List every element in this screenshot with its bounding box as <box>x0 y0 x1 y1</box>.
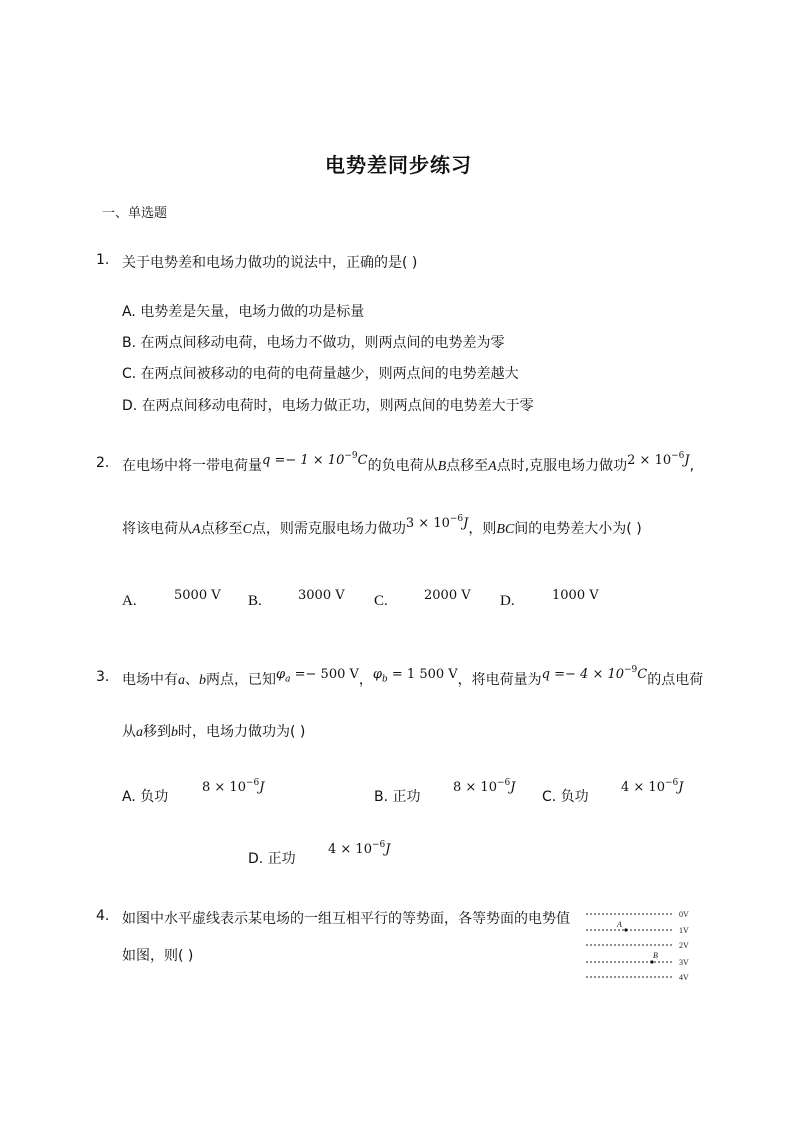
q3-option-b-label[interactable]: B. 正功 <box>374 789 421 805</box>
q3-option-c-value[interactable]: $4 \times 10^{-6}J$ <box>621 778 684 795</box>
point-b-label: B <box>653 951 658 960</box>
q2-option-a-value[interactable]: 5000 V <box>174 588 221 603</box>
q3-option-d-value[interactable]: $4 \times 10^{-6}J$ <box>328 840 391 857</box>
q3-phi-b: $\varphi_b = 1$ 500 V <box>372 667 458 685</box>
q2-option-b-letter[interactable]: B. <box>248 593 262 609</box>
point-b-dot <box>650 960 653 963</box>
q3-charge-expr: $q =- 4 \times 10^{-9}C$ <box>541 665 648 682</box>
q2-option-a-letter[interactable]: A. <box>122 593 137 609</box>
q3-option-c-label[interactable]: C. 负功 <box>542 789 589 805</box>
point-a-dot <box>624 928 627 931</box>
label-1v: 1V <box>679 926 689 935</box>
q3-option-a-value[interactable]: $8 \times 10^{-6}J$ <box>202 778 265 795</box>
q2-option-b-value[interactable]: 3000 V <box>298 588 345 603</box>
section-heading: 一、单选题 <box>102 206 168 221</box>
q1-option-a[interactable]: A. 电势差是矢量，电场力做的功是标量 <box>122 304 365 320</box>
q3-option-b-value[interactable]: $8 \times 10^{-6}J$ <box>453 778 516 795</box>
q2-number: 2. <box>96 455 110 471</box>
q1-option-c[interactable]: C. 在两点间被移动的电荷的电荷量越少，则两点间的电势差越大 <box>122 366 519 382</box>
q1-option-d[interactable]: D. 在两点间移动电荷时，电场力做正功，则两点间的电势差大于零 <box>122 398 534 414</box>
q2-work1-expr: $2 \times 10^{-6}J$ <box>627 451 690 468</box>
q2-charge-expr: $q =- 1 \times 10^{-9}C$ <box>262 451 368 468</box>
q2-text: 在电场中将一带电荷量 <box>122 458 262 474</box>
label-2v: 2V <box>679 941 689 950</box>
point-a-label: A <box>617 920 622 929</box>
q2-option-c-letter[interactable]: C. <box>374 593 388 609</box>
q3-line1: 电场中有a、b两点，已知$\varphi_a =- 500$ V，$\varphi_b = 1$ 500 V，将电荷量为$q =- 4 \times 10^{-9}C$的点电荷 <box>122 665 704 688</box>
q1-number: 1. <box>96 252 110 268</box>
q3-line2: 从a移到b时，电场力做功为( ) <box>122 724 306 740</box>
q4-number: 4. <box>96 908 110 924</box>
q3-option-a-label[interactable]: A. 负功 <box>122 789 169 805</box>
q2-option-c-value[interactable]: 2000 V <box>424 588 471 603</box>
q2-line2: 将该电荷从A点移至C点，则需克服电场力做功$3 \times 10^{-6}J$，则BC间的电势差大小为( ) <box>122 514 642 537</box>
q4-line2: 如图，则( ) <box>122 948 194 964</box>
q4-line1: 如图中水平虚线表示某电场的一组互相平行的等势面，各等势面的电势值 <box>122 911 570 927</box>
q1-stem: 关于电势差和电场力做功的说法中，正确的是( ) <box>122 255 418 271</box>
q2-option-d-letter[interactable]: D. <box>500 593 515 609</box>
q2-work2-expr: $3 \times 10^{-6}J$ <box>405 514 469 531</box>
q1-option-b[interactable]: B. 在两点间移动电荷，电场力不做功，则两点间的电势差为零 <box>122 335 505 351</box>
label-0v: 0V <box>679 910 689 919</box>
label-3v: 3V <box>679 958 689 967</box>
q3-number: 3. <box>96 669 110 685</box>
q4-equipotential-figure <box>580 904 700 984</box>
q3-option-d-label[interactable]: D. 正功 <box>248 851 296 867</box>
page-title: 电势差同步练习 <box>325 153 472 177</box>
q2-option-d-value[interactable]: 1000 V <box>552 588 599 603</box>
q2-line1: 在电场中将一带电荷量$q =- 1 \times 10^{-9}C$的负电荷从B点移至A点时,克服电场力做功$2 \times 10^{-6}J$, <box>122 451 695 474</box>
q3-phi-a: $\varphi_a =- 500$ V <box>276 667 359 685</box>
label-4v: 4V <box>679 973 689 982</box>
